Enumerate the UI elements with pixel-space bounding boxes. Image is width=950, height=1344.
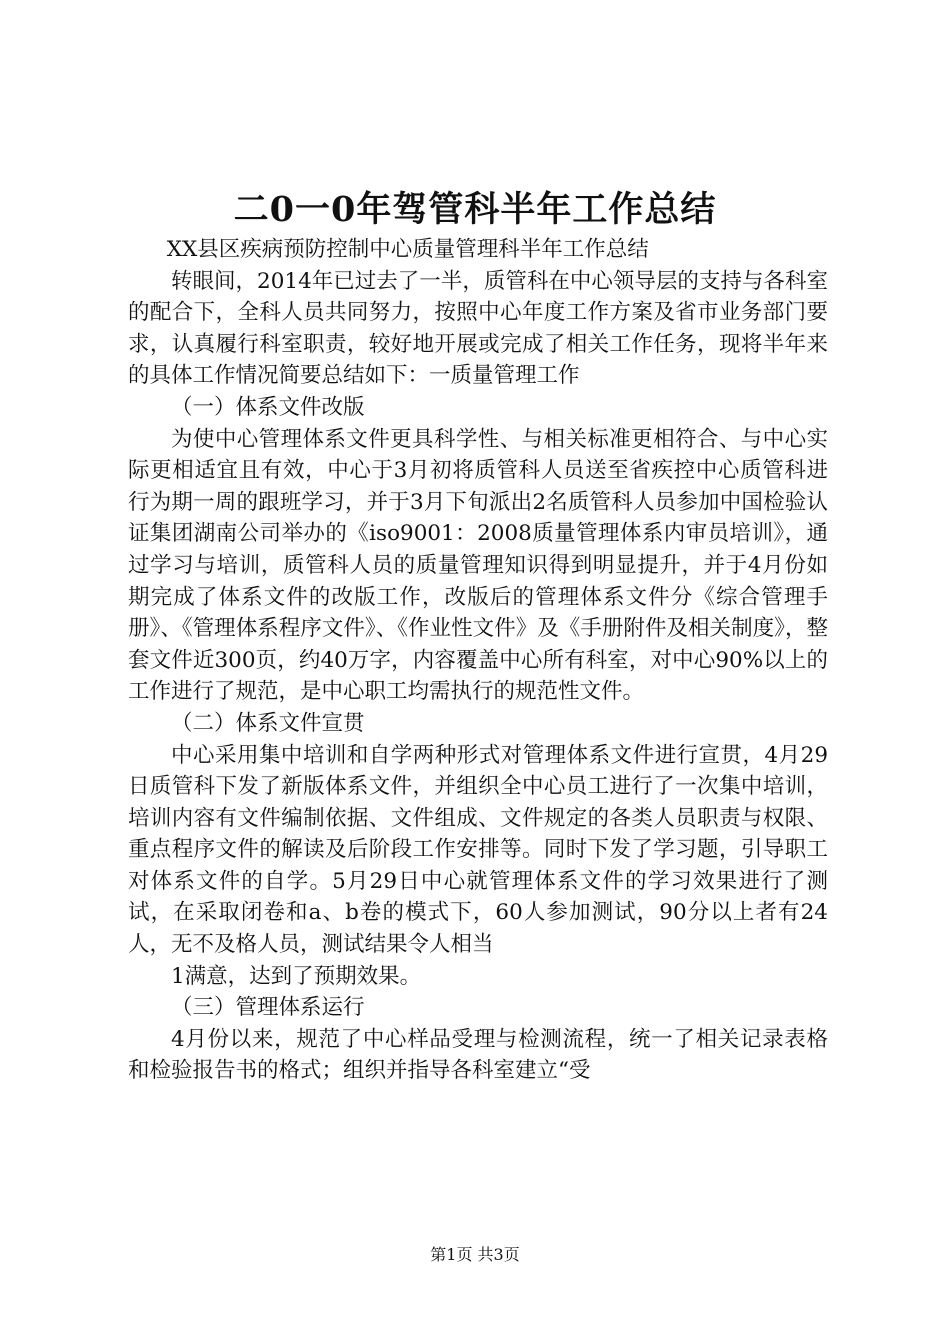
section-heading-2: （二）体系文件宣贯 <box>171 710 365 736</box>
section-heading-3: （三）管理体系运行 <box>171 995 365 1021</box>
paragraph-section-3: 4月份以来，规范了中心样品受理与检测流程，统一了相关记录表格和检验报告书的格式；组织并指导各科室建立“受 <box>128 1026 828 1084</box>
document-title: 二0一0年驾管科半年工作总结 <box>233 189 717 230</box>
document-body <box>128 234 828 1087</box>
page-number-footer: 第1页 共3页 <box>430 1245 520 1264</box>
section-heading-1: （一）体系文件改版 <box>171 394 365 420</box>
paragraph-section-2: 中心采用集中培训和自学两种形式对管理体系文件进行宣贯，4月29日质管科下发了新版体系文件，并组织全中心员工进行了一次集中培训，培训内容有文件编制依据、文件组成、文件规定的各类人员职责与权限、重点程序文件的解读及后阶段工作安排等。同时下发了学习题，引导职工对体系文件的自学。5月29日中心就管理体系文件的学习效果进行了测试，在采取闭卷和a、b卷的模式下，60人参加测试，90分以上者有24人，无不及格人员，测试结果令人相当 <box>128 742 828 958</box>
paragraph-section-1: 为使中心管理体系文件更具科学性、与相关标准更相符合、与中心实际更相适宜且有效，中心于3月初将质管科人员送至省疾控中心质管科进行为期一周的跟班学习，并于3月下旬派出2名质管科人员参加中国检验认证集团湖南公司举办的《iso9001：2008质量管理体系内审员培训》，通过学习与培训，质管科人员的质量管理知识得到明显提升，并于4月份如期完成了体系文件的改版工作，改版后的管理体系文件分《综合管理手册》、《管理体系程序文件》、《作业性文件》及《手册附件及相关制度》，整套文件近300页，约40万字，内容覆盖中心所有科室，对中心90%以上的工作进行了规范，是中心职工均需执行的规范性文件。 <box>128 426 828 705</box>
paragraph-intro: 转眼间，2014年已过去了一半，质管科在中心领导层的支持与各科室的配合下，全科人员共同努力，按照中心年度工作方案及省市业务部门要求，认真履行科室职责，较好地开展或完成了相关工作任务，现将半年来的具体工作情况简要总结如下：一质量管理工作 <box>128 268 828 389</box>
paragraph-subtitle: XX县区疾病预防控制中心质量管理科半年工作总结 <box>166 237 649 262</box>
paragraph-section-2-continued: 1满意，达到了预期效果。 <box>171 963 422 989</box>
